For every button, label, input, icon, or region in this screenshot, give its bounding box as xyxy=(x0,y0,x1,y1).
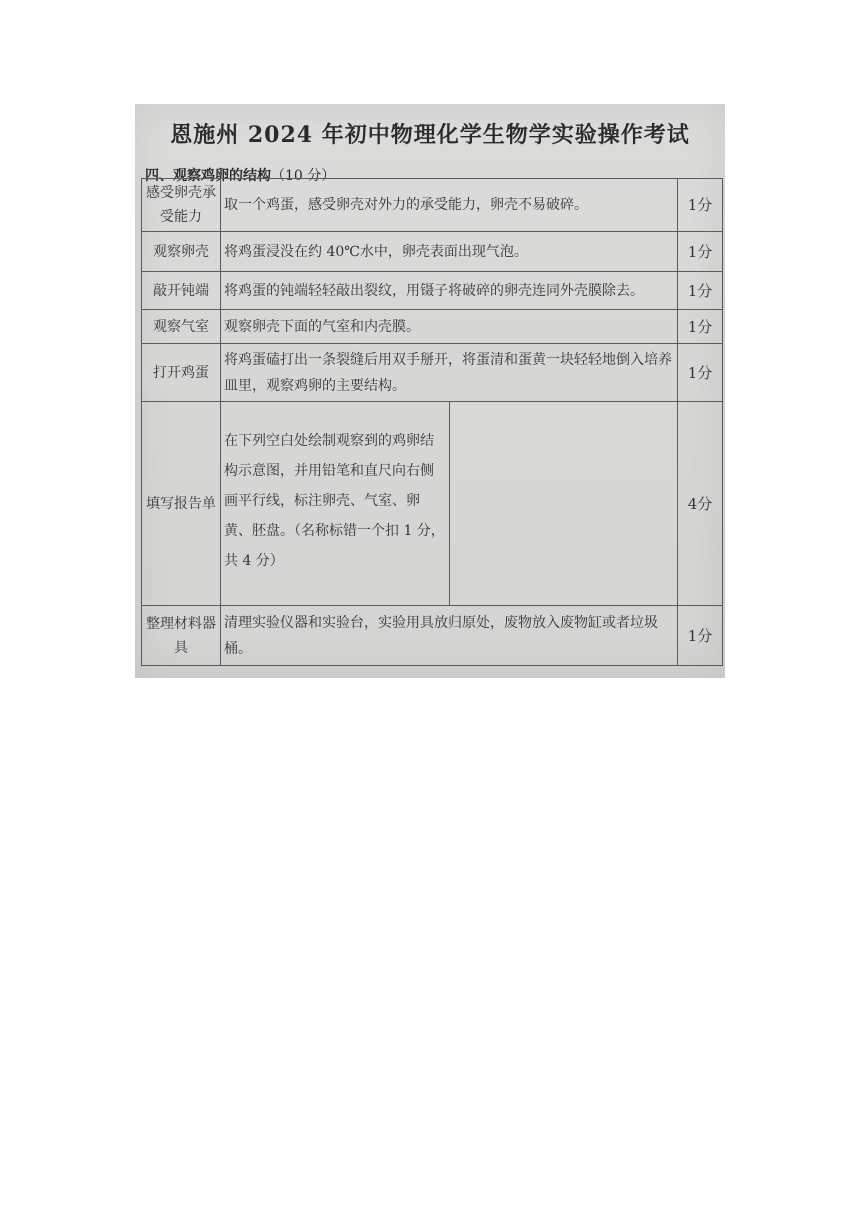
step-name: 整理材料器具 xyxy=(142,606,221,666)
step-name: 打开鸡蛋 xyxy=(142,344,221,402)
table-row xyxy=(142,310,723,344)
drawing-area xyxy=(449,402,678,606)
section-number: 四、 xyxy=(145,168,173,184)
table-row xyxy=(142,402,723,606)
exam-title: 恩施州 2024 年初中物理化学生物学实验操作考试 xyxy=(170,122,690,148)
step-description: 取一个鸡蛋，感受卵壳对外力的承受能力，卵壳不易破碎。 xyxy=(221,179,678,232)
step-description: 将鸡蛋浸没在约 40℃水中，卵壳表面出现气泡。 xyxy=(221,232,678,272)
table-row xyxy=(142,344,723,402)
step-name: 敲开钝端 xyxy=(142,272,221,310)
step-name: 观察气室 xyxy=(142,310,221,344)
step-score: 1分 xyxy=(678,310,723,344)
table-row xyxy=(142,232,723,272)
step-description: 清理实验仪器和实验台，实验用具放归原处，废物放入废物缸或者垃圾桶。 xyxy=(221,606,678,666)
step-score: 1分 xyxy=(678,232,723,272)
step-description: 将鸡蛋的钝端轻轻敲出裂纹，用镊子将破碎的卵壳连同外壳膜除去。 xyxy=(221,272,678,310)
step-score: 1分 xyxy=(678,179,723,232)
section-points: （10 分） xyxy=(271,168,336,184)
step-name: 填写报告单 xyxy=(142,402,221,606)
step-score: 1分 xyxy=(678,344,723,402)
section-title: 观察鸡卵的结构 xyxy=(173,168,271,184)
step-score: 4分 xyxy=(678,402,723,606)
exam-table xyxy=(141,178,723,666)
step-score: 1分 xyxy=(678,272,723,310)
step-score: 1分 xyxy=(678,606,723,666)
step-name: 感受卵壳承受能力 xyxy=(142,179,221,232)
table-row xyxy=(142,272,723,310)
step-description: 观察卵壳下面的气室和内壳膜。 xyxy=(221,310,678,344)
report-instructions: 在下列空白处绘制观察到的鸡卵结构示意图，并用铅笔和直尺向右侧画平行线，标注卵壳、气室、卵黄、胚盘。（名称标错一个扣 1 分，共 4 分） xyxy=(221,402,450,606)
exam-sheet-photo xyxy=(135,104,725,678)
table-row xyxy=(142,179,723,232)
table-row xyxy=(142,606,723,666)
step-description: 将鸡蛋磕打出一条裂缝后用双手掰开，将蛋清和蛋黄一块轻轻地倒入培养皿里，观察鸡卵的主要结构。 xyxy=(221,344,678,402)
step-name: 观察卵壳 xyxy=(142,232,221,272)
